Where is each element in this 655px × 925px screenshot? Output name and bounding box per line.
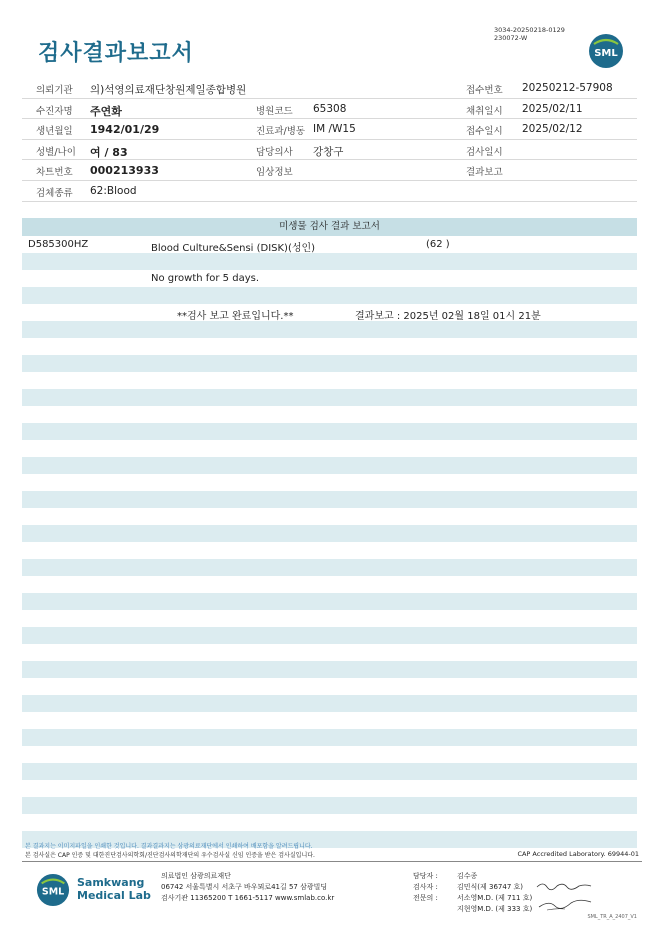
result-line bbox=[22, 593, 637, 610]
page-title: 검사결과보고서 bbox=[38, 41, 194, 66]
institution-label: 의뢰기관 bbox=[36, 85, 73, 96]
result-line bbox=[22, 508, 637, 525]
dob-label: 생년월일 bbox=[36, 126, 73, 138]
footer-note-2: 본 검사실은 CAP 인증 및 대한진단검사의학회/진단검사의학재단의 우수검사실 신임 인증을 받은 검사실입니다. bbox=[25, 852, 315, 859]
institution-line-1: 의료법인 삼광의료재단 bbox=[161, 872, 231, 880]
sex-age-label: 성별/나이 bbox=[36, 146, 76, 158]
result-lines bbox=[22, 236, 637, 848]
receipt-no-value: 20250212-57908 bbox=[522, 82, 613, 94]
result-line bbox=[22, 729, 637, 746]
result-line bbox=[22, 814, 637, 831]
result-line bbox=[22, 338, 637, 355]
result-line bbox=[22, 644, 637, 661]
collection-date-value: 2025/02/11 bbox=[522, 102, 583, 115]
result-line bbox=[22, 610, 637, 627]
result-line bbox=[22, 287, 637, 304]
brand-name bbox=[77, 876, 151, 902]
result-line bbox=[22, 576, 637, 593]
completion-text: **검사 보고 완료입니다.** bbox=[177, 311, 294, 322]
result-line bbox=[22, 746, 637, 763]
receipt-no-label: 접수번호 bbox=[466, 85, 503, 96]
staff-label: 전문의 : bbox=[413, 894, 438, 902]
test-name: Blood Culture&Sensi (DISK)(성인) bbox=[151, 243, 316, 254]
result-line bbox=[22, 355, 637, 372]
sml-logo-icon bbox=[588, 33, 624, 69]
info-row bbox=[22, 140, 637, 161]
result-line bbox=[22, 440, 637, 457]
chart-no-label: 차트번호 bbox=[36, 167, 73, 179]
info-row bbox=[22, 160, 637, 181]
result-line bbox=[22, 661, 637, 678]
department-value: IM /W15 bbox=[313, 123, 356, 136]
footer-divider bbox=[22, 861, 642, 862]
staff-name: 서소영M.D. (제 711 호) bbox=[457, 894, 533, 902]
staff-name: 김민식(제 36747 호) bbox=[457, 883, 523, 891]
result-line bbox=[22, 491, 637, 508]
test-date-label: 검사일시 bbox=[466, 146, 503, 158]
institution-line-2: 06742 서울특별시 서초구 바우뫼로41길 57 삼광빌딩 bbox=[161, 883, 328, 891]
collection-date-label: 채취일시 bbox=[466, 105, 503, 117]
department-label: 진료과/병동 bbox=[256, 126, 306, 138]
result-line bbox=[22, 389, 637, 406]
specimen-label: 검체종류 bbox=[36, 187, 73, 199]
result-line bbox=[22, 712, 637, 729]
test-number: (62 ) bbox=[426, 239, 450, 250]
result-line bbox=[22, 763, 637, 780]
result-line bbox=[22, 542, 637, 559]
result-line bbox=[22, 270, 637, 287]
report-time: 결과보고 : 2025년 02월 18일 01시 21분 bbox=[355, 311, 541, 322]
signature-icon bbox=[535, 878, 595, 914]
cap-accreditation: CAP Accredited Laboratory. 69944-01 bbox=[517, 850, 639, 858]
institution-address bbox=[161, 871, 334, 904]
result-line bbox=[22, 559, 637, 576]
doctor-label: 담당의사 bbox=[256, 146, 293, 158]
result-line bbox=[22, 372, 637, 389]
result-line bbox=[22, 423, 637, 440]
brand-line-1: Samkwang bbox=[77, 876, 145, 889]
staff-name: 지현영M.D. (제 333 호) bbox=[457, 905, 533, 913]
patient-info-table bbox=[22, 78, 637, 202]
test-code: D585300HZ bbox=[28, 239, 89, 250]
document-id-line-1: 3034-20250218-0129 bbox=[494, 26, 565, 34]
result-line bbox=[22, 474, 637, 491]
dob-value: 1942/01/29 bbox=[90, 123, 160, 137]
staff-label: 담당자 : bbox=[413, 872, 438, 880]
brand-line-2: Medical Lab bbox=[77, 889, 151, 902]
specimen-value: 62:Blood bbox=[90, 184, 137, 197]
result-line bbox=[22, 406, 637, 423]
result-line bbox=[22, 304, 637, 321]
logo-text: SML bbox=[594, 48, 618, 59]
received-date-value: 2025/02/12 bbox=[522, 123, 583, 136]
institution-line-3: 검사기관 11365200 T 1661-5117 www.smlab.co.kr bbox=[161, 894, 335, 902]
chart-no-value: 000213933 bbox=[90, 164, 159, 178]
staff-label: 검사자 : bbox=[413, 883, 438, 891]
form-code: SML_TR_A_2407_V1 bbox=[587, 914, 637, 920]
result-text: No growth for 5 days. bbox=[151, 273, 260, 284]
result-line bbox=[22, 236, 637, 253]
staff-list bbox=[413, 871, 532, 915]
result-line bbox=[22, 457, 637, 474]
patient-name-value: 주연화 bbox=[90, 104, 122, 118]
clinical-info-label: 임상정보 bbox=[256, 167, 293, 179]
footer-logo-text: SML bbox=[41, 886, 65, 898]
staff-name: 김수종 bbox=[457, 872, 478, 880]
sex-age-value: 여 / 83 bbox=[90, 145, 128, 159]
patient-name-label: 수진자명 bbox=[36, 105, 73, 117]
institution-value: 의)석영의료재단창원제일종합병원 bbox=[90, 84, 247, 96]
received-date-label: 접수일시 bbox=[466, 126, 503, 138]
result-line bbox=[22, 797, 637, 814]
sml-footer-logo-icon bbox=[36, 873, 70, 907]
document-id bbox=[494, 26, 565, 42]
info-row bbox=[22, 181, 637, 202]
hospital-code-label: 병원코드 bbox=[256, 105, 293, 117]
footer-note-1: 본 결과지는 이미지파일을 인쇄한 것입니다. 결과결과지는 삼광의료재단에서 인쇄하여 배포함을 알려드립니다. bbox=[25, 843, 313, 850]
result-line bbox=[22, 525, 637, 542]
result-line bbox=[22, 627, 637, 644]
result-report-label: 결과보고 bbox=[466, 167, 503, 179]
info-row bbox=[22, 119, 637, 140]
result-line bbox=[22, 321, 637, 338]
info-row bbox=[22, 78, 637, 99]
section-title: 미생물 검사 결과 보고서 bbox=[22, 218, 637, 236]
result-line bbox=[22, 678, 637, 695]
result-line bbox=[22, 253, 637, 270]
result-line bbox=[22, 695, 637, 712]
result-line bbox=[22, 780, 637, 797]
document-id-line-2: 230072-W bbox=[494, 34, 528, 42]
info-row bbox=[22, 99, 637, 120]
hospital-code-value: 65308 bbox=[313, 102, 347, 115]
doctor-value: 강창구 bbox=[313, 145, 344, 158]
